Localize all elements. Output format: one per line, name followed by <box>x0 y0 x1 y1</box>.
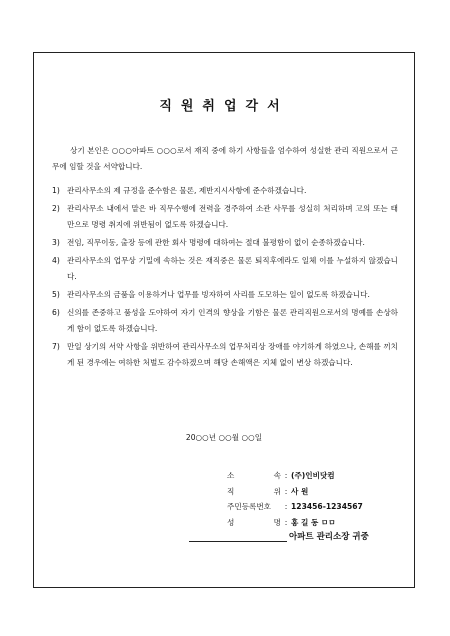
position-label: 직 위 <box>227 486 281 496</box>
separator: : <box>284 486 288 496</box>
company-value: (주)인비닷컴 <box>291 471 335 480</box>
id-label: 주민등록번호 <box>227 502 272 511</box>
item-text: 관리사무소의 제 규정을 준수함은 물론, 제반지시사항에 준수하겠습니다. <box>67 186 307 195</box>
company-row <box>227 468 363 484</box>
addressee <box>189 530 369 542</box>
item-number: 6) <box>52 308 60 317</box>
signature-block <box>227 468 363 530</box>
document-date: 20○○년 ○○월 ○○일 <box>185 433 263 442</box>
position-row <box>227 484 363 500</box>
list-item <box>52 201 398 233</box>
company-label: 소 속 <box>227 471 281 480</box>
document-title: 직원취업각서 <box>159 99 289 114</box>
list-item <box>52 305 398 337</box>
intro-paragraph <box>52 143 398 175</box>
name-label: 성 명 <box>227 517 281 527</box>
intro-text: 상기 본인은 ○○○아파트 ○○○로서 재직 중에 하기 사항들을 엄수하여 성실한 관리 직원으로서 근무에 임할 것을 서약합니다. <box>52 146 398 171</box>
name-row <box>227 515 363 531</box>
item-text: 만일 상기의 서약 사항을 위반하여 관리사무소의 업무처리상 장애를 야기하게 하였으나, 손해를 끼치게 된 경우에는 여하한 처벌도 감수하겠으며 해당 손해액은 지체 없이 변상 하겠습니다. <box>67 342 398 367</box>
item-text: 관리사무소 내에서 맡은 바 직무수행에 전력을 경주하여 소관 사무를 성실히 처리하며 고의 또는 태만으로 명령 취지에 위반됨이 없도록 하겠습니다. <box>67 204 398 229</box>
document-frame <box>33 52 415 588</box>
item-text: 관리사무소의 금품을 이용하거나 업무를 빙자하여 사리를 도모하는 일이 없도록 하겠습니다. <box>67 290 370 299</box>
item-text: 전임, 직무이동, 출장 등에 관한 회사 명령에 대하여는 절대 불평함이 없이 순종하겠습니다. <box>67 238 365 247</box>
item-number: 3) <box>52 238 60 247</box>
list-item <box>52 235 398 251</box>
list-item <box>52 339 398 371</box>
item-text: 관리사무소의 업무상 기밀에 속하는 것은 재직중은 물론 퇴직후에라도 일체 이를 누설하지 않겠습니다. <box>67 256 398 281</box>
item-number: 5) <box>52 290 60 299</box>
list-item <box>52 287 398 303</box>
item-text: 신의를 존중하고 품성을 도야하여 자기 인격의 향상을 기함은 물론 관리직원으로서의 명예를 손상하게 함이 없도록 하겠습니다. <box>67 308 398 333</box>
item-number: 4) <box>52 256 60 265</box>
pledge-list <box>52 183 398 373</box>
name-value: 홍 길 동 ㅁㅁ <box>291 517 336 527</box>
list-item <box>52 183 398 199</box>
blank-line <box>189 531 287 542</box>
item-number: 7) <box>52 342 60 351</box>
separator: : <box>284 471 288 480</box>
separator: : <box>284 517 288 527</box>
addressee-text: 아파트 관리소장 귀중 <box>289 532 369 542</box>
item-number: 1) <box>52 186 60 195</box>
list-item <box>52 253 398 285</box>
id-value: 123456-1234567 <box>291 502 363 511</box>
item-number: 2) <box>52 204 60 213</box>
position-value: 사 원 <box>291 486 309 496</box>
separator: : <box>284 502 288 511</box>
id-row <box>227 499 363 515</box>
